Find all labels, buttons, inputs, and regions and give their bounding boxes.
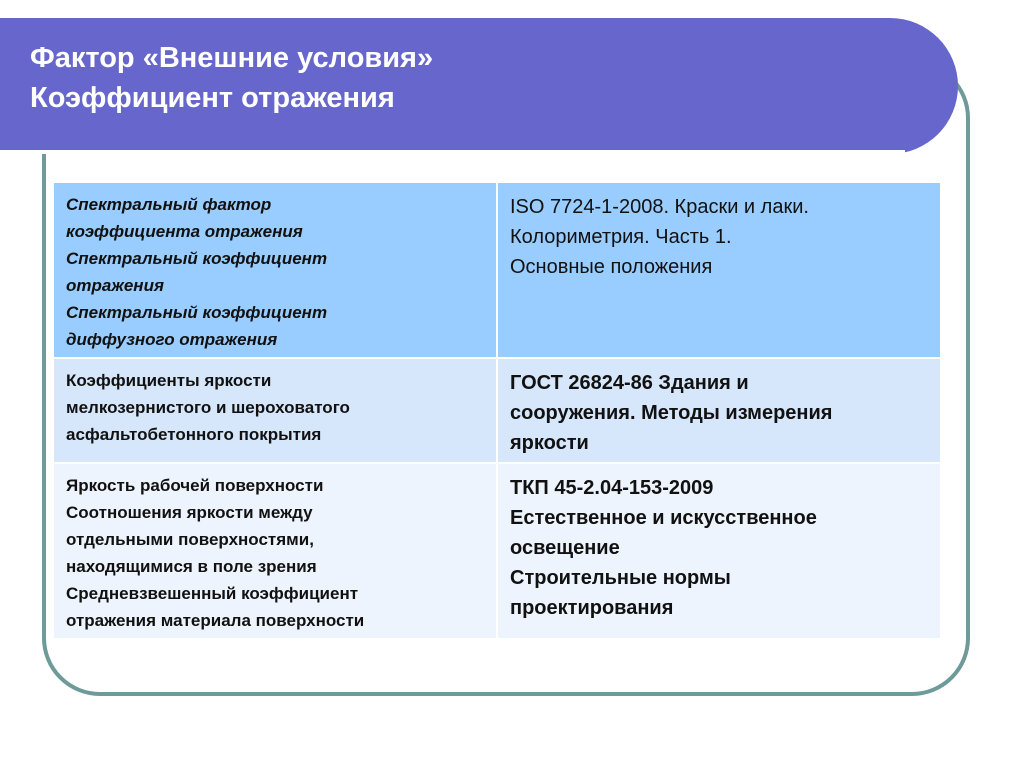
standard-line: Основные положения	[510, 256, 713, 278]
term-line: Спектральный фактор	[66, 195, 272, 214]
table-cell-standard	[497, 358, 941, 463]
term-line: Соотношения яркости между	[66, 503, 313, 522]
standard-line: ТКП 45-2.04-153-2009	[510, 477, 714, 499]
term-line: Средневзвешенный коэффициент	[66, 584, 359, 603]
term-line: Спектральный коэффициент	[66, 249, 328, 268]
slide-title-line-1: Фактор «Внешние условия»	[30, 42, 434, 74]
term-line: диффузного отражения	[66, 330, 278, 349]
standard-line: яркости	[510, 432, 589, 454]
slide-title-line-2: Коэффициент отражения	[30, 82, 395, 114]
term-line: асфальтобетонного покрытия	[66, 425, 322, 444]
table-row	[53, 182, 941, 358]
table-cell-term	[53, 182, 497, 358]
term-line: отдельными поверхностями,	[66, 530, 314, 549]
term-line: Спектральный коэффициент	[66, 303, 328, 322]
standard-line: сооружения. Методы измерения	[510, 402, 833, 424]
standard-line: Естественное и искусственное	[510, 507, 817, 529]
standard-line: Строительные нормы	[510, 567, 731, 589]
term-line: Коэффициенты яркости	[66, 371, 272, 390]
table-cell-term	[53, 358, 497, 463]
standards-table	[52, 181, 942, 640]
term-line: коэффициента отражения	[66, 222, 303, 241]
table-row	[53, 358, 941, 463]
term-line: отражения материала поверхности	[66, 611, 365, 630]
table-cell-standard	[497, 463, 941, 639]
term-line: мелкозернистого и шероховатого	[66, 398, 350, 417]
table-row	[53, 463, 941, 639]
term-line: находящимися в поле зрения	[66, 557, 317, 576]
table-cell-standard	[497, 182, 941, 358]
standard-line: ISO 7724-1-2008. Краски и лаки.	[510, 196, 809, 218]
slide-title	[30, 38, 890, 118]
term-line: отражения	[66, 276, 164, 295]
standard-line: проектирования	[510, 597, 674, 619]
standard-line: Колориметрия. Часть 1.	[510, 226, 732, 248]
standard-line: освещение	[510, 537, 620, 559]
term-line: Яркость рабочей поверхности	[66, 476, 324, 495]
standard-line: ГОСТ 26824-86 Здания и	[510, 372, 749, 394]
title-underline	[0, 150, 905, 154]
table-cell-term	[53, 463, 497, 639]
